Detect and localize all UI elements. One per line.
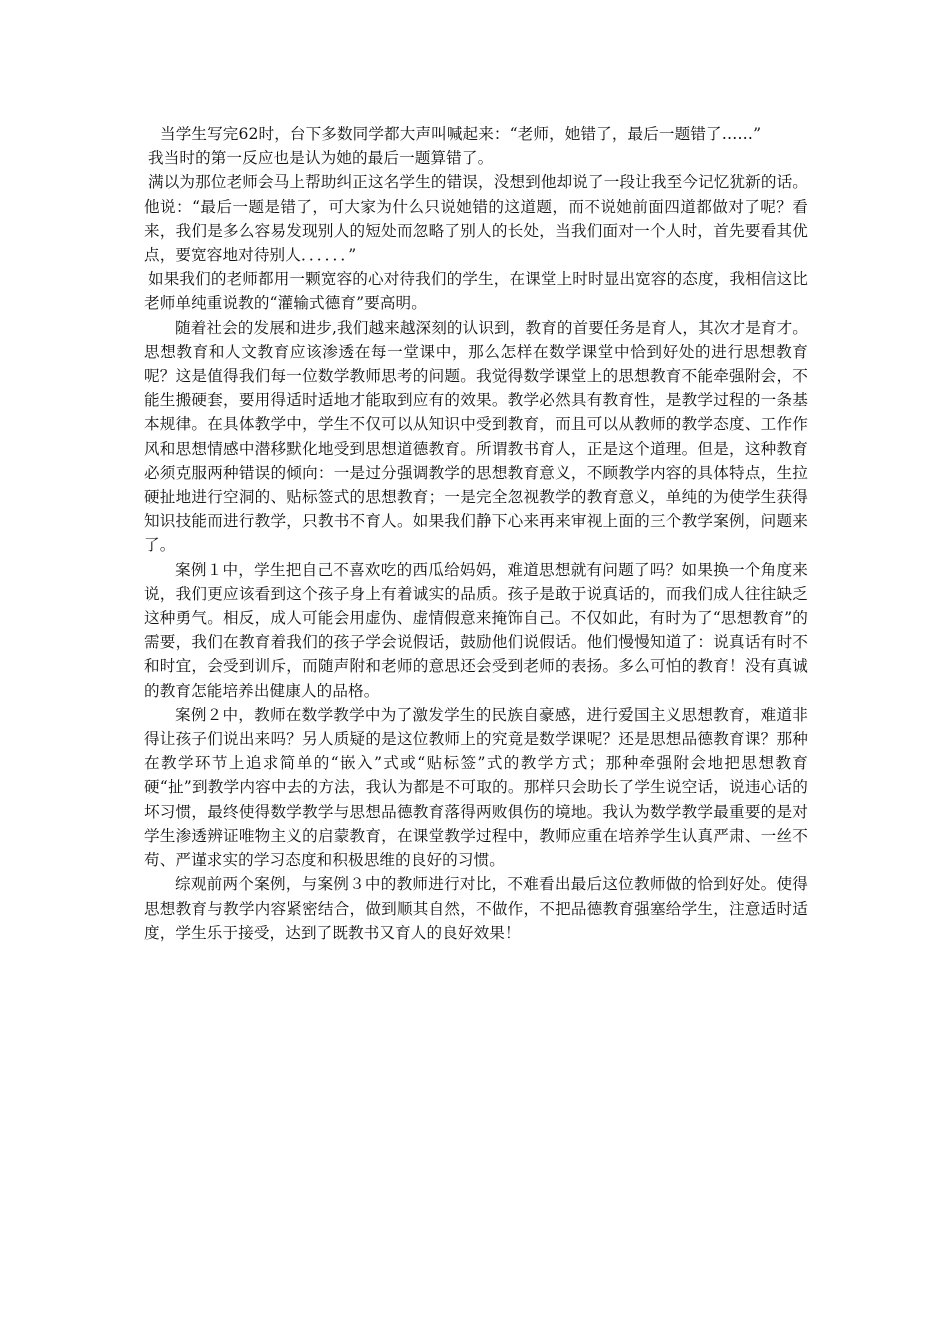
paragraph-1: 当学生写完62时，台下多数同学都大声叫喊起来：“老师，她错了，最后一题错了……” — [160, 125, 762, 143]
paragraph-3: 满以为那位老师会马上帮助纠正这名学生的错误，没想到他却说了一段让我至今记忆犹新的话。他说：“最后一题是错了，可大家为什么只说她错的这道题，而不说她前面四道都做对了呢？看来，我们是多么容易发现别人的短处而忽略了别人的长处，当我们面对一个人时，首先要看其优点，要宽容地对待别人．．．．．．” — [144, 173, 808, 265]
paragraph-8: 综观前两个案例，与案例３中的教师进行对比，不难看出最后这位教师做的恰到好处。使得思想教育与教学内容紧密结合，做到顺其自然，不做作，不把品德教育强塞给学生，注意适时适度，学生乐于接受，达到了既教书又育人的良好效果！ — [144, 875, 808, 942]
paragraph-4: 如果我们的老师都用一颗宽容的心对待我们的学生，在课堂上时时显出宽容的态度，我相信这比老师单纯重说教的“灌输式德育”要高明。 — [144, 270, 808, 313]
paragraph-2: 我当时的第一反应也是认为她的最后一题算错了。 — [148, 149, 494, 168]
paragraph-6: 案例１中，学生把自己不喜欢吃的西瓜给妈妈，难道思想就有问题了吗？如果换一个角度来说，我们更应该看到这个孩子身上有着诚实的品质。孩子是敢于说真话的，而我们成人往往缺乏这种勇气。相反，成人可能会用虚伪、虚情假意来掩饰自己。不仅如此，有时为了“思想教育”的需要，我们在教育着我们的孩子学会说假话，鼓励他们说假话。他们慢慢知道了：说真话有时不和时宜，会受到训斥，而随声附和老师的意思还会受到老师的表扬。多么可怕的教育！没有真诚的教育怎能培养出健康人的品格。 — [144, 560, 808, 700]
paragraph-5: 随着社会的发展和进步,我们越来越深刻的认识到，教育的首要任务是育人，其次才是育才。思想教育和人文教育应该渗透在每一堂课中，那么怎样在数学课堂中恰到好处的进行思想教育呢？这是值得我们每一位数学教师思考的问题。我觉得数学课堂上的思想教育不能牵强附会，不能生搬硬套，要用得适时适地才能取到应有的效果。教学必然具有教育性，是教学过程的一条基本规律。在具体教学中，学生不仅可以从知识中受到教育，而且可以从教师的教学态度、工作作风和思想情感中潜移默化地受到思想道德教育。所谓教书育人，正是这个道理。但是，这种教育必须克服两种错误的倾向：一是过分强调教学的思想教育意义，不顾教学内容的具体特点，生拉硬扯地进行空洞的、贴标签式的思想教育；一是完全忽视教学的教育意义，单纯的为使学生获得知识技能而进行教学，只教书不育人。如果我们静下心来再来审视上面的三个教学案例，问题来了。 — [144, 318, 808, 555]
paragraph-7: 案例２中，教师在数学教学中为了激发学生的民族自豪感，进行爱国主义思想教育，难道非得让孩子们说出来吗？另人质疑的是这位教师上的究竟是数学课呢？还是思想品德教育课？那种在教学环节上追求简单的“嵌入”式或“贴标签”式的教学方式；那种牵强附会地把思想教育硬“扯”到教学内容中去的方法，我认为都是不可取的。那样只会助长了学生说空话，说违心话的坏习惯，最终使得数学教学与思想品德教育落得两败俱伤的境地。我认为数学教学最重要的是对学生渗透辨证唯物主义的启蒙教育，在课堂教学过程中，教师应重在培养学生认真严肃、一丝不苟、严谨求实的学习态度和积极思维的良好的习惯。 — [144, 705, 808, 870]
document-body — [144, 122, 808, 945]
